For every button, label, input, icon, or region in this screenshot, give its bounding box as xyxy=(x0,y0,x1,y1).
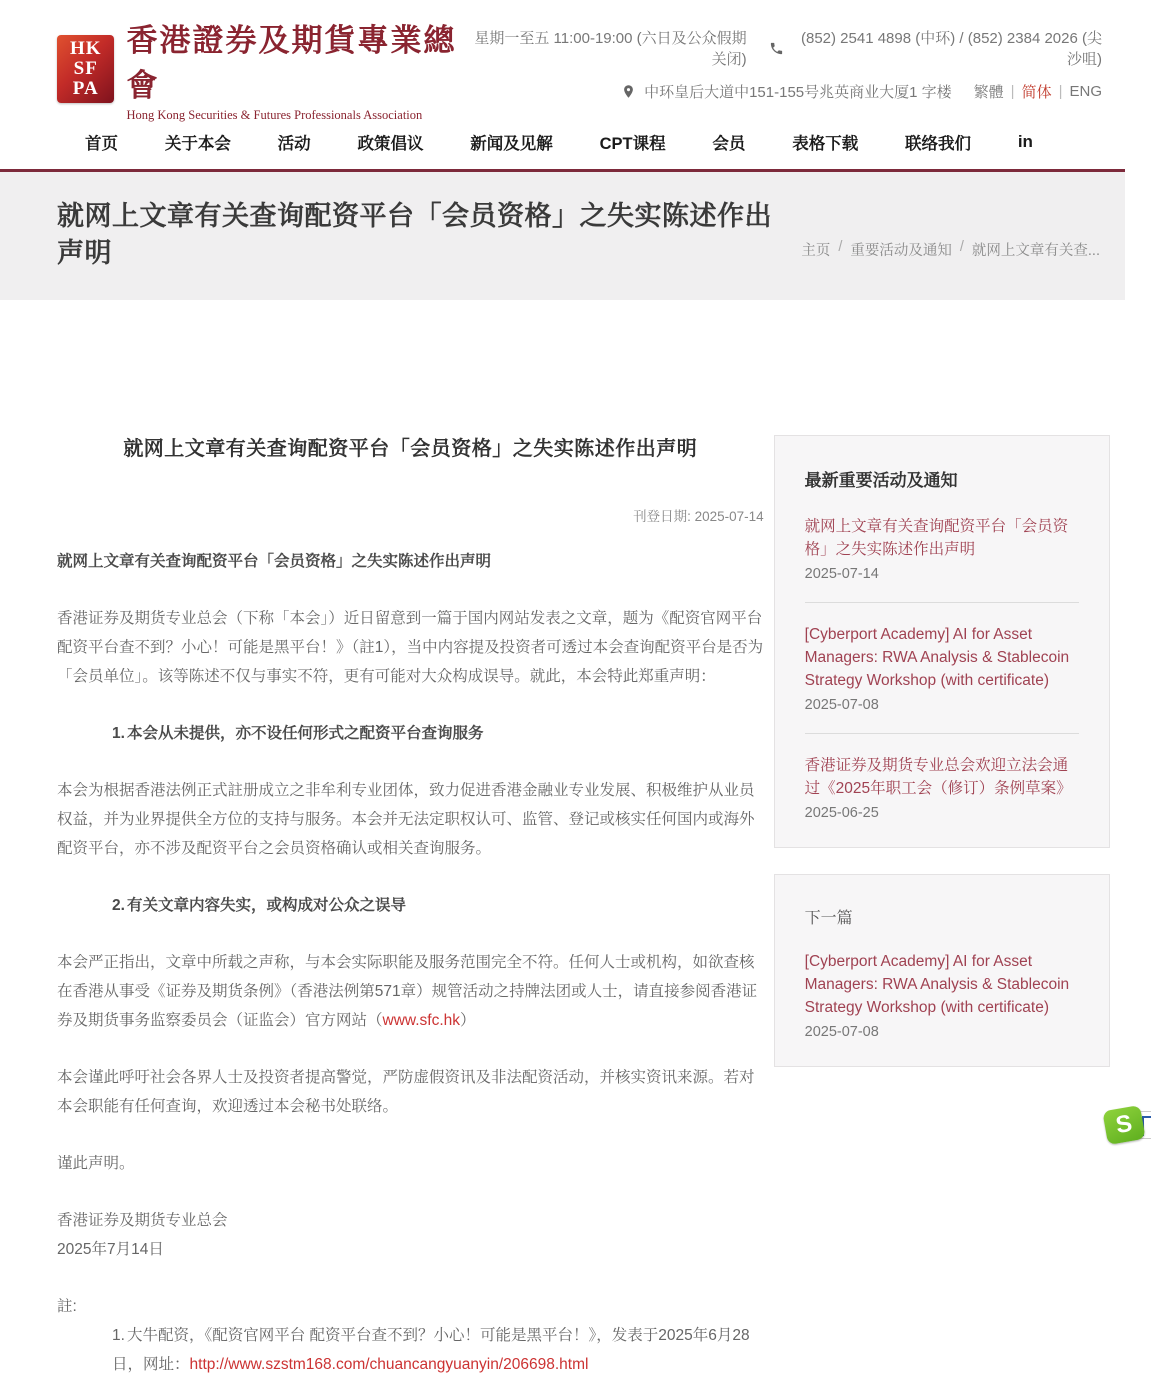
article-heading: 就网上文章有关查询配资平台「会员资格」之失实陈述作出声明 xyxy=(123,438,698,460)
linkedin-icon[interactable]: in xyxy=(1017,132,1033,151)
header-contact-info xyxy=(463,15,1102,114)
notice-date: 2025-07-14 xyxy=(804,566,879,582)
notice-date: 2025-07-08 xyxy=(804,697,879,713)
lang-separator: | xyxy=(1058,83,1063,100)
nav-forms[interactable]: 表格下载 xyxy=(792,135,859,153)
article xyxy=(57,435,764,1379)
list-item xyxy=(805,515,1079,582)
signature-org: 香港证券及期货专业总会 xyxy=(57,1212,228,1229)
breadcrumb-separator: / xyxy=(838,238,843,255)
office-hours: 星期一至五 11:00-19:00 (六日及公众假期关闭) xyxy=(474,30,747,68)
language-switcher xyxy=(974,81,1102,102)
statement-item-2: 2. 有关文章内容失实，或构成对公众之误导 xyxy=(112,897,406,914)
next-article-date: 2025-07-08 xyxy=(804,1024,879,1040)
sogou-ime-widget[interactable] xyxy=(1105,1108,1151,1142)
nav-contact[interactable]: 联络我们 xyxy=(905,135,971,153)
main-nav xyxy=(0,115,1125,172)
footnote-item: 1. 大牛配资，《配资官网平台 配资平台查不到？小心！可能是黑平台！》，发表于2025年6月28日，网址：http://www.szstm168.com/chuancangyuanyin/206698.html xyxy=(112,1327,750,1373)
signature-date: 2025年7月14日 xyxy=(57,1241,164,1258)
article-lead: 就网上文章有关查询配资平台「会员资格」之失实陈述作出声明 xyxy=(57,553,492,570)
nav-events[interactable]: 活动 xyxy=(277,135,311,153)
list-item xyxy=(805,950,1079,1040)
lang-english-link[interactable]: ENG xyxy=(1069,83,1102,100)
statement-item-1: 1. 本会从未提供，亦不设任何形式之配资平台查询服务 xyxy=(112,725,484,742)
closing-statement: 谨此声明。 xyxy=(57,1155,135,1172)
notice-link[interactable]: [Cyberport Academy] AI for Asset Managers: RWA Analysis & Stablecoin Strategy Workshop (with certificate) xyxy=(804,626,1070,689)
org-title-chinese: 香港證券及期貨專業總會 xyxy=(126,23,457,103)
sidebar xyxy=(774,435,1110,1379)
logo-abbr-line: PA xyxy=(72,78,99,99)
next-article-link[interactable]: [Cyberport Academy] AI for Asset Managers: RWA Analysis & Stablecoin Strategy Workshop (with certificate) xyxy=(804,953,1070,1016)
article-paragraph: 香港证券及期货专业总会（下称「本会」）近日留意到一篇于国内网站发表之文章，题为《配资官网平台 配资平台查不到？小心！可能是黑平台！》（註1），当中内容提及投资者可透过本会查询配资平台是否为「会员单位」。该等陈述不仅与事实不符，更有可能对大众构成误导。就此，本会特此郑重声明： xyxy=(57,610,764,685)
breadcrumb-current: 就网上文章有关查... xyxy=(971,242,1100,259)
site-header xyxy=(0,0,1125,122)
article-paragraph: 本会严正指出，文章中所载之声称，与本会实际职能及服务范围完全不符。任何人士或机构，如欲查核在香港从事受《证券及期货条例》（香港法例第571章）规管活动之持牌法团或人士，请直接参阅香港证券及期货事务监察委员会（证监会）官方网站（www.sfc.hk） xyxy=(57,954,758,1029)
phone-numbers: (852) 2541 4898 (中环) / (852) 2384 2026 (尖沙咀) xyxy=(800,30,1102,68)
logo-abbr-line: SF xyxy=(73,58,98,79)
page-title-banner xyxy=(0,172,1125,300)
nav-membership[interactable]: 会员 xyxy=(712,135,746,153)
next-article-heading: 下一篇 xyxy=(804,910,853,927)
notice-link[interactable]: 香港证券及期货专业总会欢迎立法会通过《2025年职工会（修订）条例草案》 xyxy=(804,757,1072,797)
publish-date: 刊登日期: 2025-07-14 xyxy=(633,509,764,524)
phone-icon xyxy=(769,41,784,56)
nav-policy[interactable]: 政策倡议 xyxy=(357,135,424,153)
breadcrumb-section-link[interactable]: 重要活动及通知 xyxy=(850,242,952,259)
lang-traditional-link[interactable]: 繁體 xyxy=(973,84,1004,101)
list-item xyxy=(805,623,1079,713)
footnote-label: 註: xyxy=(57,1298,77,1315)
nav-home[interactable]: 首页 xyxy=(85,135,118,153)
logo-abbr-line: HK xyxy=(69,38,102,59)
next-article-box xyxy=(774,874,1110,1067)
location-pin-icon xyxy=(621,84,636,99)
breadcrumb xyxy=(801,239,1100,260)
site-logo[interactable] xyxy=(57,15,463,123)
list-item xyxy=(805,754,1079,821)
divider xyxy=(805,602,1079,603)
divider xyxy=(805,733,1079,734)
article-paragraph: 本会为根据香港法例正式註册成立之非牟利专业团体，致力促进香港金融业专业发展、积极维护从业员权益，并为业界提供全方位的支持与服务。本会并无法定职权认可、监管、登记或核实任何国内或海外配资平台，亦不涉及配资平台之会员资格确认或相关查询服务。 xyxy=(57,782,755,857)
latest-notices-box xyxy=(774,435,1110,848)
lang-simplified-link[interactable]: 简体 xyxy=(1021,84,1052,101)
footnote-source-link[interactable]: http://www.szstm168.com/chuancangyuanyin/206698.html xyxy=(189,1356,589,1373)
page-title: 就网上文章有关查询配资平台「会员资格」之失实陈述作出声明 xyxy=(57,201,772,268)
org-title-english: Hong Kong Securities & Futures Professionals Association xyxy=(126,108,423,122)
article-paragraph: 本会谨此呼吁社会各界人士及投资者提高警觉，严防虚假资讯及非法配资活动，并核实资讯来源。若对本会职能有任何查询，欢迎透过本会秘书处联络。 xyxy=(57,1069,755,1115)
logo-hksfpa-icon xyxy=(57,35,114,103)
breadcrumb-home-link[interactable]: 主页 xyxy=(801,242,831,259)
breadcrumb-separator: / xyxy=(959,238,964,255)
sfc-website-link[interactable]: www.sfc.hk xyxy=(382,1012,461,1029)
nav-about[interactable]: 关于本会 xyxy=(164,135,231,153)
sogou-icon[interactable]: S xyxy=(1102,1105,1145,1145)
nav-news[interactable]: 新闻及见解 xyxy=(470,135,553,153)
lang-separator: | xyxy=(1010,83,1015,100)
notice-link[interactable]: 就网上文章有关查询配资平台「会员资格」之失实陈述作出声明 xyxy=(804,518,1069,558)
nav-cpt-courses[interactable]: CPT课程 xyxy=(599,135,666,153)
notice-date: 2025-06-25 xyxy=(804,805,879,821)
latest-notices-heading: 最新重要活动及通知 xyxy=(804,471,958,490)
office-address: 中环皇后大道中151-155号兆英商业大厦1 字楼 xyxy=(644,84,952,101)
